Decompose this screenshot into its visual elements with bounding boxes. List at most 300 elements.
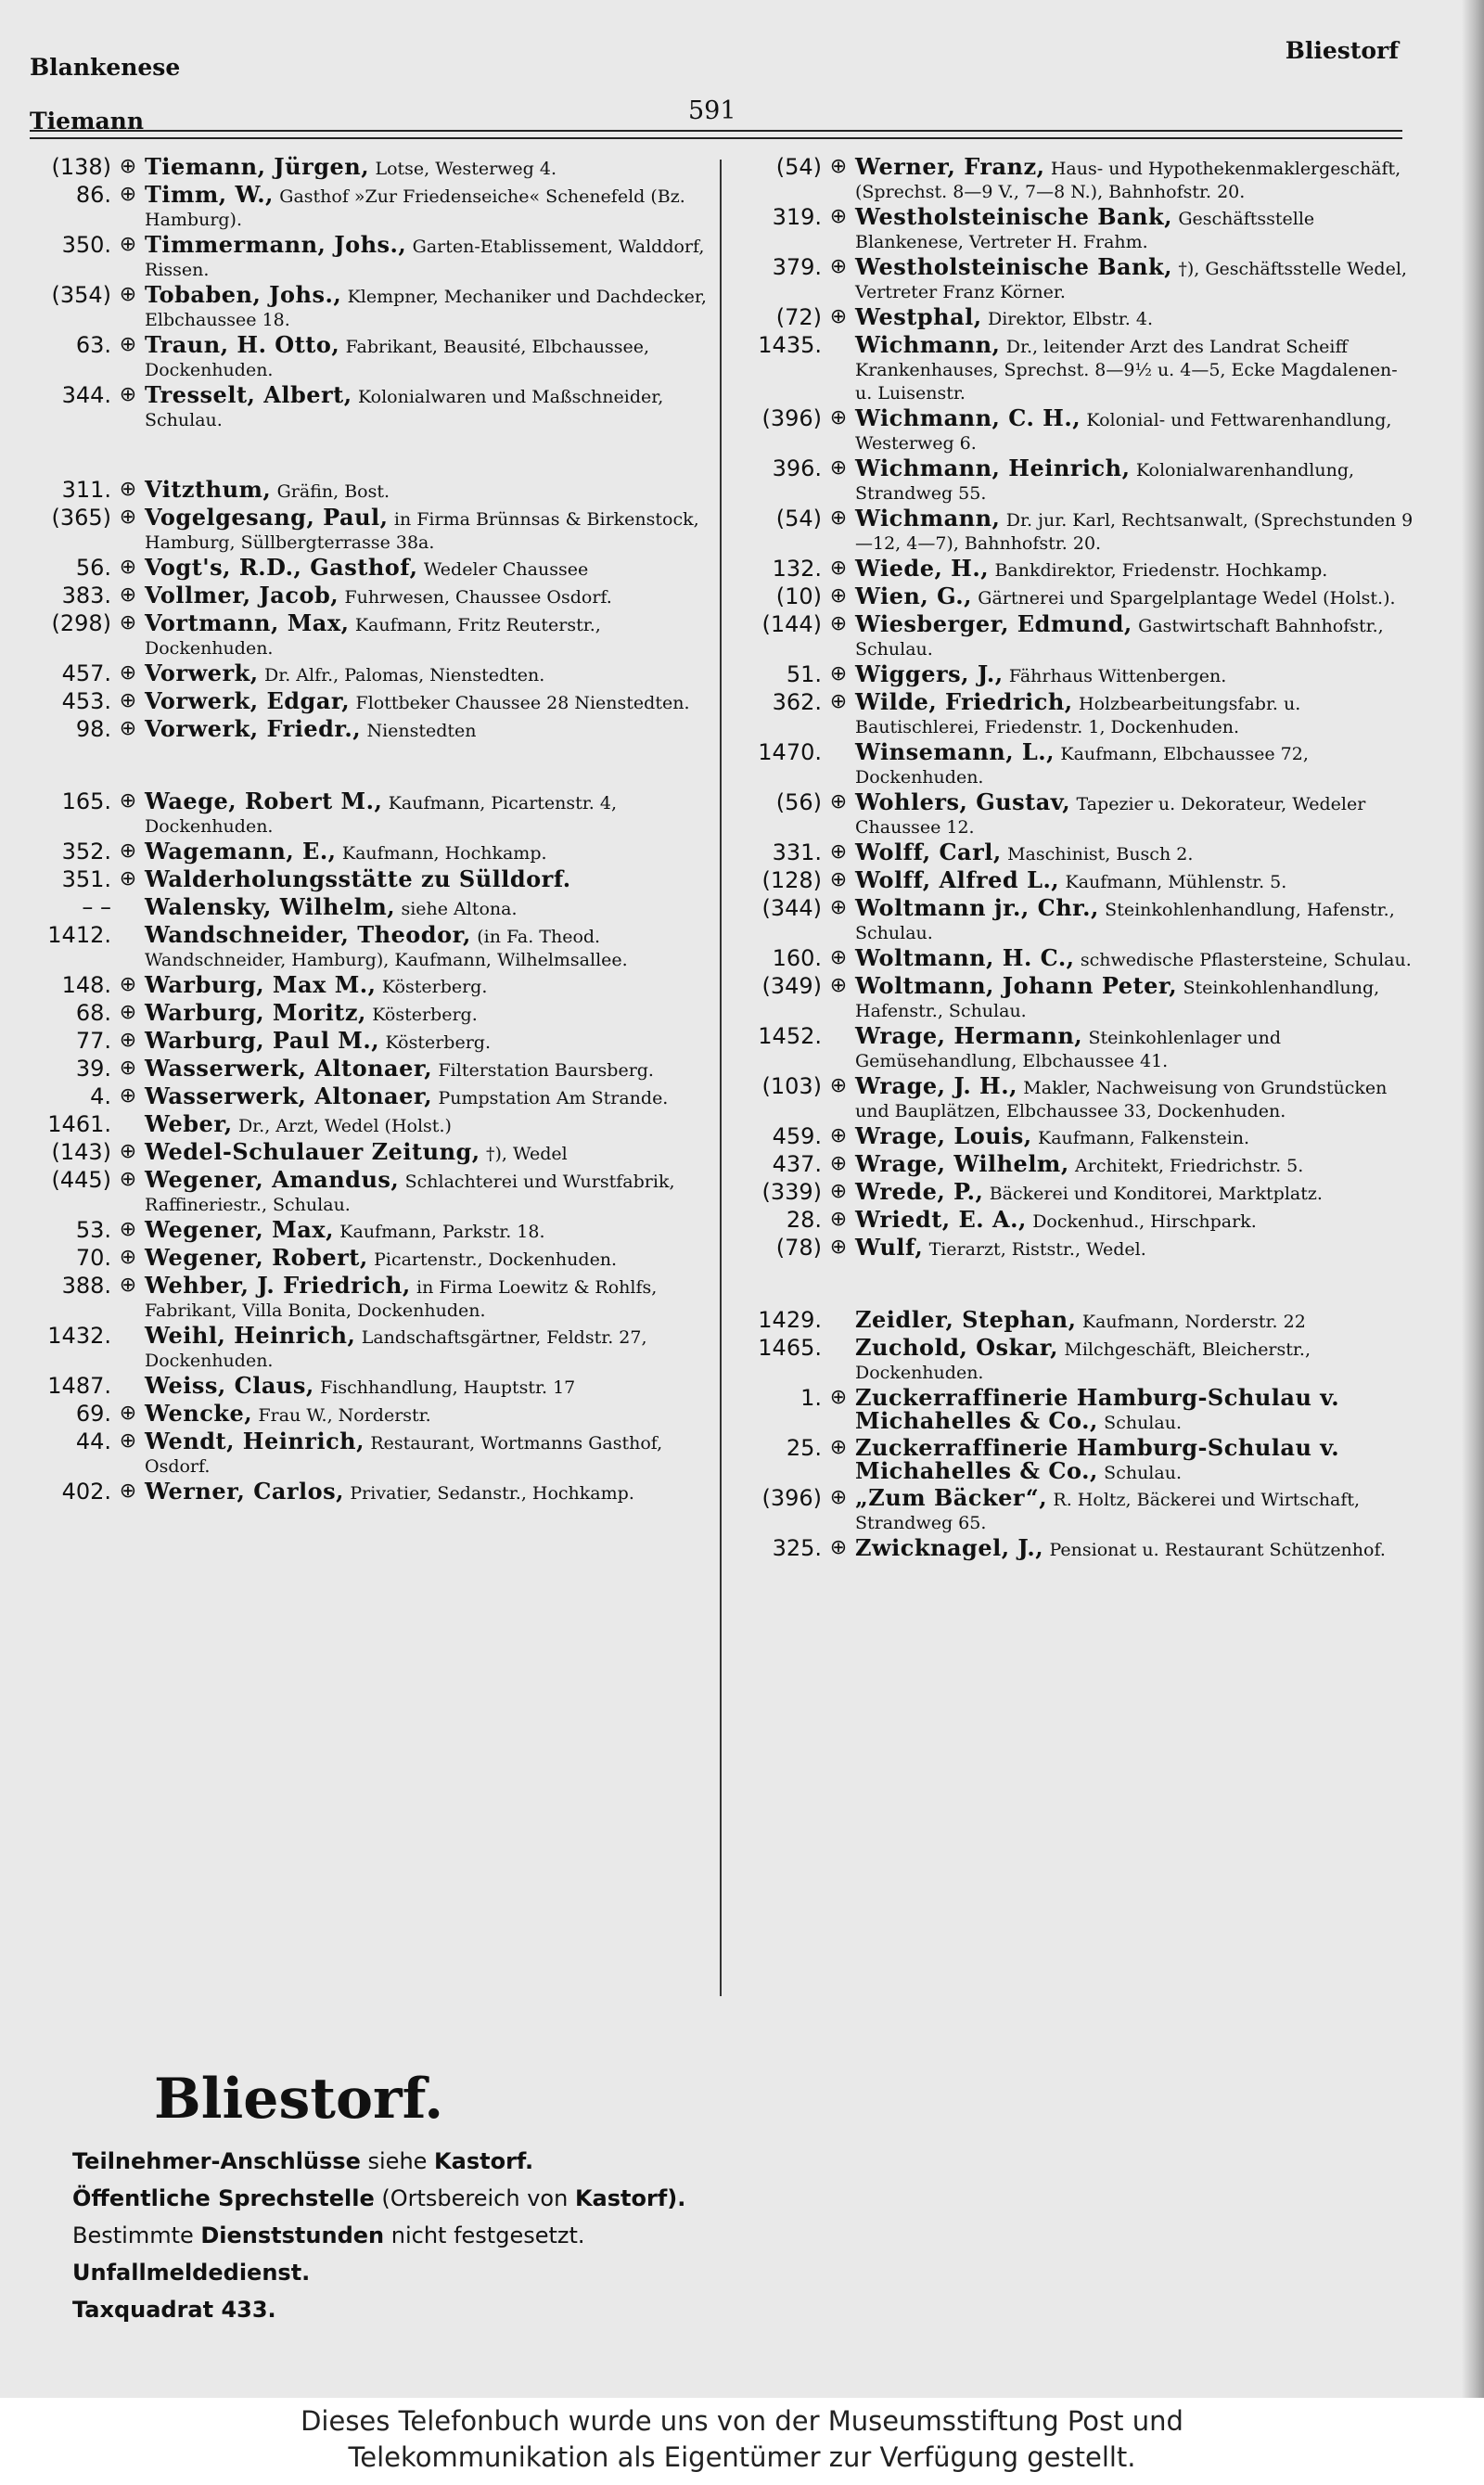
entry-detail: Kolonialwarenhandlung, Strandweg 55. (855, 460, 1355, 504)
entry-name: Westholsteinische Bank, (855, 253, 1172, 280)
entry-detail: Steinkohlenhandlung, Hafenstr., Schulau. (855, 978, 1380, 1021)
telephone-mark-icon: ⊕ (119, 1140, 137, 1163)
entry-number: 311. (61, 477, 111, 503)
directory-entry (733, 303, 1419, 331)
entry-detail: in Firma Brünnsas & Birkenstock, Hamburg, Süllbergterrasse 38a. (145, 509, 699, 553)
entry-number: 70. (75, 1245, 111, 1271)
telephone-mark-icon: ⊕ (829, 205, 848, 228)
entry-text (855, 1234, 1419, 1262)
entry-name: Warburg, Paul M., (145, 1027, 380, 1054)
telephone-mark-icon (111, 1110, 145, 1138)
entry-text (145, 1400, 709, 1428)
entry-detail: Haus- und Hypothekenmaklergeschäft, (Sprechst. 8—9 V., 7—8 N.), Bahnhofstr. 20. (855, 159, 1401, 202)
telephone-mark-icon: ⊕ (829, 1152, 848, 1175)
page-edge-shadow (1462, 0, 1484, 2398)
entry-number: 362. (772, 689, 822, 715)
telephone-mark-icon: ⊕ (829, 840, 848, 864)
directory-entry (30, 921, 709, 971)
entry-name: Wien, G., (855, 583, 972, 609)
directory-entry (30, 554, 709, 582)
telephone-mark-icon: ⊕ (119, 1246, 137, 1269)
entry-name: Wrage, Louis, (855, 1122, 1032, 1149)
telephone-mark-icon: ⊕ (119, 1084, 137, 1108)
entry-number: 1. (800, 1385, 822, 1411)
directory-entry (733, 1306, 1419, 1334)
entry-text (145, 893, 709, 921)
entry-number: 28. (786, 1207, 822, 1233)
entry-detail: Kaufmann, Fritz Reuterstr., Dockenhuden. (145, 615, 601, 659)
directory-entry (30, 999, 709, 1027)
entry-name: Wrage, Wilhelm, (855, 1150, 1069, 1177)
entry-name: Vollmer, Jacob, (145, 582, 339, 608)
entry-number: (344) (761, 895, 822, 921)
section-gap (733, 1284, 1419, 1306)
entry-name: Wegener, Robert, (145, 1244, 368, 1271)
entry-text (145, 331, 709, 381)
entry-number: 1412. (47, 922, 111, 948)
entry-number: 1452. (758, 1023, 822, 1049)
directory-entry (30, 715, 709, 743)
entry-detail: Holzbearbeitungsfabr. u. Bautischlerei, Friedenstr. 1, Dockenhuden. (855, 694, 1301, 737)
entry-detail: Kaufmann, Parkstr. 18. (339, 1222, 545, 1242)
telephone-mark-icon: ⊕ (829, 612, 848, 635)
entry-detail: Kaufmann, Norderstr. 22 (1081, 1312, 1306, 1332)
section-line-part: siehe (360, 2148, 435, 2174)
telephone-mark-icon (822, 1022, 855, 1072)
header-name-left: Tiemann (30, 108, 145, 134)
entry-name: Wencke, (145, 1400, 253, 1427)
entry-text (855, 1334, 1419, 1384)
entry-text (145, 153, 709, 181)
directory-entry (30, 476, 709, 504)
telephone-mark-icon: ⊕ (829, 1074, 848, 1097)
directory-entry (30, 893, 709, 921)
telephone-mark-icon: ⊕ (829, 584, 848, 608)
entry-text (855, 1434, 1419, 1484)
directory-entry (733, 660, 1419, 688)
entry-detail: R. Holtz, Bäckerei und Wirtschaft, Strandweg 65. (855, 1490, 1361, 1533)
entry-name: Wendt, Heinrich, (145, 1428, 365, 1454)
entry-name: Wedel-Schulauer Zeitung, (145, 1138, 480, 1165)
telephone-mark-icon: ⊕ (829, 1236, 848, 1259)
entry-name: Vorwerk, Friedr., (145, 715, 362, 742)
entry-text (855, 1150, 1419, 1178)
section-line-part: Kastorf. (434, 2148, 534, 2174)
entry-detail: Privatier, Sedanstr., Hochkamp. (350, 1483, 634, 1504)
entry-detail: Tierarzt, Riststr., Wedel. (928, 1239, 1146, 1260)
entry-number: 98. (75, 716, 111, 742)
entry-text (855, 1072, 1419, 1122)
entry-detail: Dr. Alfr., Palomas, Nienstedten. (264, 665, 545, 685)
telephone-mark-icon: ⊕ (119, 717, 137, 740)
telephone-mark-icon: ⊕ (829, 456, 848, 480)
entry-name: Warburg, Moritz, (145, 999, 366, 1026)
directory-entry (733, 688, 1419, 738)
entry-name: Wohlers, Gustav, (855, 788, 1071, 815)
entry-text (145, 1372, 709, 1400)
entry-number: (339) (761, 1179, 822, 1205)
entry-detail: Dockenhud., Hirschpark. (1032, 1211, 1257, 1232)
telephone-mark-icon: ⊕ (119, 1274, 137, 1297)
entry-number: 4. (90, 1083, 111, 1109)
entry-number: 1487. (47, 1373, 111, 1399)
entry-text (855, 1122, 1419, 1150)
entry-text (145, 1216, 709, 1244)
entry-text (855, 738, 1419, 788)
entry-text (145, 1244, 709, 1272)
entry-text (855, 1206, 1419, 1234)
entry-text (145, 715, 709, 743)
entry-number: (354) (51, 282, 111, 308)
entry-name: Zuckerraffinerie Hamburg-Schulau v. Michahelles & Co., (855, 1434, 1340, 1484)
entry-number: 319. (772, 204, 822, 230)
telephone-mark-icon (822, 738, 855, 788)
entry-number: 1435. (758, 332, 822, 358)
section-line-part: Taxquadrat 433. (72, 2297, 276, 2323)
telephone-mark-icon: ⊕ (119, 333, 137, 356)
entry-number: 459. (772, 1123, 822, 1149)
entry-number: 25. (786, 1435, 822, 1461)
directory-entry (733, 972, 1419, 1022)
entry-number: 69. (75, 1401, 111, 1427)
directory-entry (733, 555, 1419, 583)
telephone-mark-icon (111, 921, 145, 971)
entry-detail: Schulau. (1104, 1463, 1182, 1483)
entry-text (145, 660, 709, 687)
directory-entry (30, 687, 709, 715)
entry-text (145, 1027, 709, 1055)
entry-text (855, 331, 1419, 404)
directory-entry (30, 381, 709, 431)
directory-entry (733, 894, 1419, 944)
entry-name: Woltmann jr., Chr., (855, 894, 1099, 921)
entry-number: 1470. (758, 739, 822, 765)
entry-number: 160. (772, 945, 822, 971)
entry-name: Wasserwerk, Altonaer, (145, 1055, 433, 1082)
entry-detail: Kösterberg. (372, 1005, 478, 1025)
directory-entry (733, 331, 1419, 404)
directory-entry (733, 1072, 1419, 1122)
telephone-mark-icon: ⊕ (119, 839, 137, 863)
entry-text (855, 839, 1419, 866)
entry-name: Wegener, Max, (145, 1216, 334, 1243)
telephone-mark-icon: ⊕ (119, 1402, 137, 1425)
entry-text (145, 231, 709, 281)
entry-number: 63. (75, 332, 111, 358)
entry-detail: †), Geschäftsstelle Wedel, Vertreter Franz Körner. (855, 259, 1407, 302)
entry-text (145, 999, 709, 1027)
directory-entry (733, 203, 1419, 253)
entry-name: Wichmann, (855, 331, 1001, 358)
telephone-mark-icon: ⊕ (119, 283, 137, 306)
entry-number: (54) (775, 154, 822, 180)
entry-text (855, 1178, 1419, 1206)
entry-detail: siehe Altona. (401, 899, 518, 919)
entry-text (855, 555, 1419, 583)
directory-entry (30, 971, 709, 999)
entry-text (145, 1322, 709, 1372)
entry-text (145, 181, 709, 231)
telephone-mark-icon (111, 1372, 145, 1400)
section-line-part: Öffentliche Sprechstelle (72, 2185, 375, 2211)
entry-name: Wulf, (855, 1234, 924, 1261)
entry-name: Winsemann, L., (855, 738, 1055, 765)
entry-name: Woltmann, H. C., (855, 944, 1075, 971)
section-gap (30, 454, 709, 476)
entry-number: 396. (772, 455, 822, 481)
entry-number: 53. (75, 1217, 111, 1243)
entry-number: (103) (761, 1073, 822, 1099)
telephone-mark-icon (822, 331, 855, 404)
entry-detail: Steinkohlenhandlung, Hafenstr., Schulau. (855, 900, 1395, 943)
entry-name: Zwicknagel, J., (855, 1534, 1044, 1561)
telephone-mark-icon: ⊕ (829, 690, 848, 713)
section-line (72, 2143, 685, 2180)
telephone-mark-icon: ⊕ (829, 790, 848, 813)
entry-detail: Schlachterei und Wurstfabrik, Raffineriestr., Schulau. (145, 1172, 675, 1215)
entry-name: Wasserwerk, Altonaer, (145, 1082, 433, 1109)
bliestorf-section (72, 2067, 685, 2328)
entry-number: 51. (786, 661, 822, 687)
entry-text (145, 1055, 709, 1082)
entry-number: 453. (61, 688, 111, 714)
entry-text (855, 866, 1419, 894)
entry-number: 165. (61, 788, 111, 814)
section-line-part: (Ortsbereich von (374, 2185, 575, 2211)
entry-detail: Kaufmann, Picartenstr. 4, Dockenhuden. (145, 793, 617, 837)
entry-number: 351. (61, 866, 111, 892)
telephone-mark-icon: ⊕ (119, 506, 137, 529)
entry-number: 437. (772, 1151, 822, 1177)
entry-detail: Garten-Etablissement, Walddorf, Rissen. (145, 237, 705, 280)
entry-text (145, 1272, 709, 1322)
entry-detail: †), Wedel (486, 1144, 568, 1164)
directory-entry (30, 1478, 709, 1505)
telephone-mark-icon: ⊕ (829, 155, 848, 178)
telephone-mark-icon: ⊕ (119, 661, 137, 685)
entry-number: 68. (75, 1000, 111, 1026)
entry-text (855, 610, 1419, 660)
entry-name: Walensky, Wilhelm, (145, 893, 396, 920)
footer-line-1: Dieses Telefonbuch wurde uns von der Museumsstiftung Post und (301, 2405, 1183, 2437)
entry-number: (396) (761, 405, 822, 431)
telephone-mark-icon: ⊕ (829, 255, 848, 278)
entry-detail: Dr. jur. Karl, Rechtsanwalt, (Sprechstunden 9—12, 4—7), Bahnhofstr. 20. (855, 510, 1414, 554)
entry-number: (445) (51, 1167, 111, 1193)
telephone-mark-icon: ⊕ (119, 233, 137, 256)
entry-detail: Kaufmann, Hochkamp. (341, 843, 547, 864)
directory-entry (30, 1082, 709, 1110)
entry-name: Weiss, Claus, (145, 1372, 314, 1399)
entry-detail: Klempner, Mechaniker und Dachdecker, Elbchaussee 18. (145, 287, 707, 330)
directory-entry (733, 583, 1419, 610)
telephone-mark-icon: ⊕ (829, 557, 848, 580)
directory-entry (30, 504, 709, 554)
entry-text (855, 1306, 1419, 1334)
entry-name: Westholsteinische Bank, (855, 203, 1172, 230)
right-column (733, 153, 1419, 1562)
entry-name: Wichmann, (855, 505, 1001, 532)
entry-number: 325. (772, 1535, 822, 1561)
entry-name: Timmermann, Johs., (145, 231, 407, 258)
entry-detail: in Firma Loewitz & Rohlfs, Fabrikant, Villa Bonita, Dockenhuden. (145, 1277, 658, 1321)
telephone-mark-icon: ⊕ (829, 1536, 848, 1559)
entry-number: – – (82, 894, 111, 920)
entry-name: Wrage, Hermann, (855, 1022, 1083, 1049)
entry-text (145, 921, 709, 971)
entry-detail: Bankdirektor, Friedenstr. Hochkamp. (994, 560, 1328, 581)
entry-text (855, 505, 1419, 555)
entry-detail: Steinkohlenlager und Gemüsehandlung, Elbchaussee 41. (855, 1028, 1282, 1071)
telephone-mark-icon: ⊕ (829, 305, 848, 328)
entry-name: Vogt's, R.D., Gasthof, (145, 554, 418, 581)
entry-text (145, 1166, 709, 1216)
section-line-part: nicht festgesetzt. (384, 2222, 585, 2248)
entry-text (855, 660, 1419, 688)
telephone-mark-icon: ⊕ (119, 789, 137, 813)
entry-text (855, 1022, 1419, 1072)
entry-text (145, 281, 709, 331)
entry-text (145, 838, 709, 865)
entry-number: 350. (61, 232, 111, 258)
telephone-mark-icon: ⊕ (829, 406, 848, 429)
entry-number: 1432. (47, 1323, 111, 1349)
directory-entry (733, 1150, 1419, 1178)
entry-detail: Fuhrwesen, Chaussee Osdorf. (344, 587, 612, 608)
telephone-mark-icon: ⊕ (829, 974, 848, 997)
entry-name: Wiede, H., (855, 555, 990, 582)
entry-name: Wagemann, E., (145, 838, 337, 865)
entry-detail: Tapezier u. Dekorateur, Wedeler Chaussee 12. (855, 794, 1366, 838)
telephone-mark-icon: ⊕ (829, 1386, 848, 1409)
directory-entry (733, 1434, 1419, 1484)
entry-text (145, 476, 709, 504)
entry-text (145, 582, 709, 609)
entry-text (855, 944, 1419, 972)
entry-name: Wrage, J. H., (855, 1072, 1017, 1099)
entry-detail: Makler, Nachweisung von Grundstücken und Bauplätzen, Elbchaussee 33, Dockenhuden. (855, 1078, 1388, 1121)
entry-detail: Lotse, Westerweg 4. (375, 159, 557, 179)
entry-name: Zuckerraffinerie Hamburg-Schulau v. Michahelles & Co., (855, 1384, 1340, 1434)
directory-entry (733, 1534, 1419, 1562)
entry-text (855, 455, 1419, 505)
directory-entry (30, 582, 709, 609)
entry-name: Vorwerk, Edgar, (145, 687, 351, 714)
entry-number: (298) (51, 610, 111, 636)
entry-text (855, 688, 1419, 738)
directory-entry (30, 1055, 709, 1082)
entry-detail: Landschaftsgärtner, Feldstr. 27, Dockenhuden. (145, 1327, 647, 1371)
entry-number: 1461. (47, 1111, 111, 1137)
telephone-mark-icon: ⊕ (829, 868, 848, 891)
left-column (30, 153, 709, 1505)
entry-detail: Restaurant, Wortmanns Gasthof, Osdorf. (145, 1433, 663, 1477)
telephone-mark-icon (822, 1306, 855, 1334)
telephone-mark-icon: ⊕ (829, 506, 848, 530)
header-place-left: Blankenese (30, 54, 181, 81)
entry-detail: Fabrikant, Beausité, Elbchaussee, Dockenhuden. (145, 337, 650, 380)
directory-entry (733, 1206, 1419, 1234)
column-divider (720, 160, 722, 1996)
entry-text (855, 894, 1419, 944)
directory-entry (30, 1110, 709, 1138)
header-rule-bottom (30, 137, 1402, 139)
entry-text (145, 971, 709, 999)
entry-name: Weihl, Heinrich, (145, 1322, 356, 1349)
directory-entry (30, 1428, 709, 1478)
directory-entry (30, 1322, 709, 1372)
telephone-mark-icon: ⊕ (119, 1429, 137, 1453)
entry-number: 148. (61, 972, 111, 998)
directory-entry (30, 181, 709, 231)
telephone-mark-icon: ⊕ (829, 1208, 848, 1231)
entry-text (145, 1428, 709, 1478)
entry-number: 1465. (758, 1335, 822, 1361)
entry-detail: Kaufmann, Elbchaussee 72, Dockenhuden. (855, 744, 1309, 788)
entry-name: Wandschneider, Theodor, (145, 921, 471, 948)
entry-detail: Kolonial- und Fettwarenhandlung, Westerweg 6. (855, 410, 1392, 454)
directory-entry (30, 1272, 709, 1322)
entry-detail: Gastwirtschaft Bahnhofstr., Schulau. (855, 616, 1384, 660)
entry-number: (144) (761, 611, 822, 637)
entry-text (855, 1484, 1419, 1534)
telephone-mark-icon: ⊕ (829, 662, 848, 685)
entry-detail: Dr., leitender Arzt des Landrat Scheiff Krankenhauses, Sprechst. 8—9½ u. 4—5, Ecke Magdalenen- u. Luisenstr. (855, 337, 1398, 403)
entry-detail: Frau W., Norderstr. (258, 1405, 431, 1426)
directory-entry (733, 505, 1419, 555)
directory-entry (30, 1216, 709, 1244)
telephone-mark-icon: ⊕ (119, 583, 137, 607)
section-title: Bliestorf. (154, 2067, 444, 2132)
entry-number: 77. (75, 1028, 111, 1054)
entry-detail: Dr., Arzt, Wedel (Holst.) (237, 1116, 452, 1136)
section-gap (30, 765, 709, 788)
directory-entry (30, 788, 709, 838)
telephone-mark-icon: ⊕ (119, 1029, 137, 1052)
directory-entry (30, 1400, 709, 1428)
directory-entry (733, 253, 1419, 303)
telephone-mark-icon: ⊕ (829, 896, 848, 919)
section-gap (733, 1262, 1419, 1284)
entry-text (145, 554, 709, 582)
entry-detail: Fischhandlung, Hauptstr. 17 (320, 1377, 576, 1398)
entry-text (145, 687, 709, 715)
telephone-mark-icon: ⊕ (119, 1057, 137, 1080)
entry-number: 132. (772, 556, 822, 582)
entry-detail: Gärtnerei und Spargelplantage Wedel (Holst.). (978, 588, 1396, 608)
entry-detail: Filterstation Baursberg. (438, 1060, 654, 1081)
entry-name: Tiemann, Jürgen, (145, 153, 370, 180)
entry-detail: Maschinist, Busch 2. (1007, 844, 1194, 865)
telephone-mark-icon: ⊕ (829, 1436, 848, 1459)
header-place-right: Bliestorf (1285, 37, 1399, 64)
section-line-part: Teilnehmer-Anschlüsse (72, 2148, 361, 2174)
entry-number: 379. (772, 254, 822, 280)
telephone-mark-icon: ⊕ (119, 478, 137, 501)
entry-detail: Gräfin, Bost. (276, 481, 390, 502)
entry-number: 457. (61, 660, 111, 686)
entry-detail: schwedische Pflastersteine, Schulau. (1080, 950, 1412, 970)
entry-name: Wolff, Carl, (855, 839, 1002, 865)
entry-name: Tresselt, Albert, (145, 381, 352, 408)
entry-number: 344. (61, 382, 111, 408)
entry-number: 44. (75, 1428, 111, 1454)
footer-line-2: Telekommunikation als Eigentümer zur Verfügung gestellt. (348, 2441, 1136, 2473)
entry-name: Vitzthum, (145, 476, 272, 503)
entry-detail: (in Fa. Theod. Wandschneider, Hamburg), Kaufmann, Wilhelmsallee. (145, 927, 628, 970)
section-line (72, 2291, 685, 2328)
entry-number: (349) (761, 973, 822, 999)
